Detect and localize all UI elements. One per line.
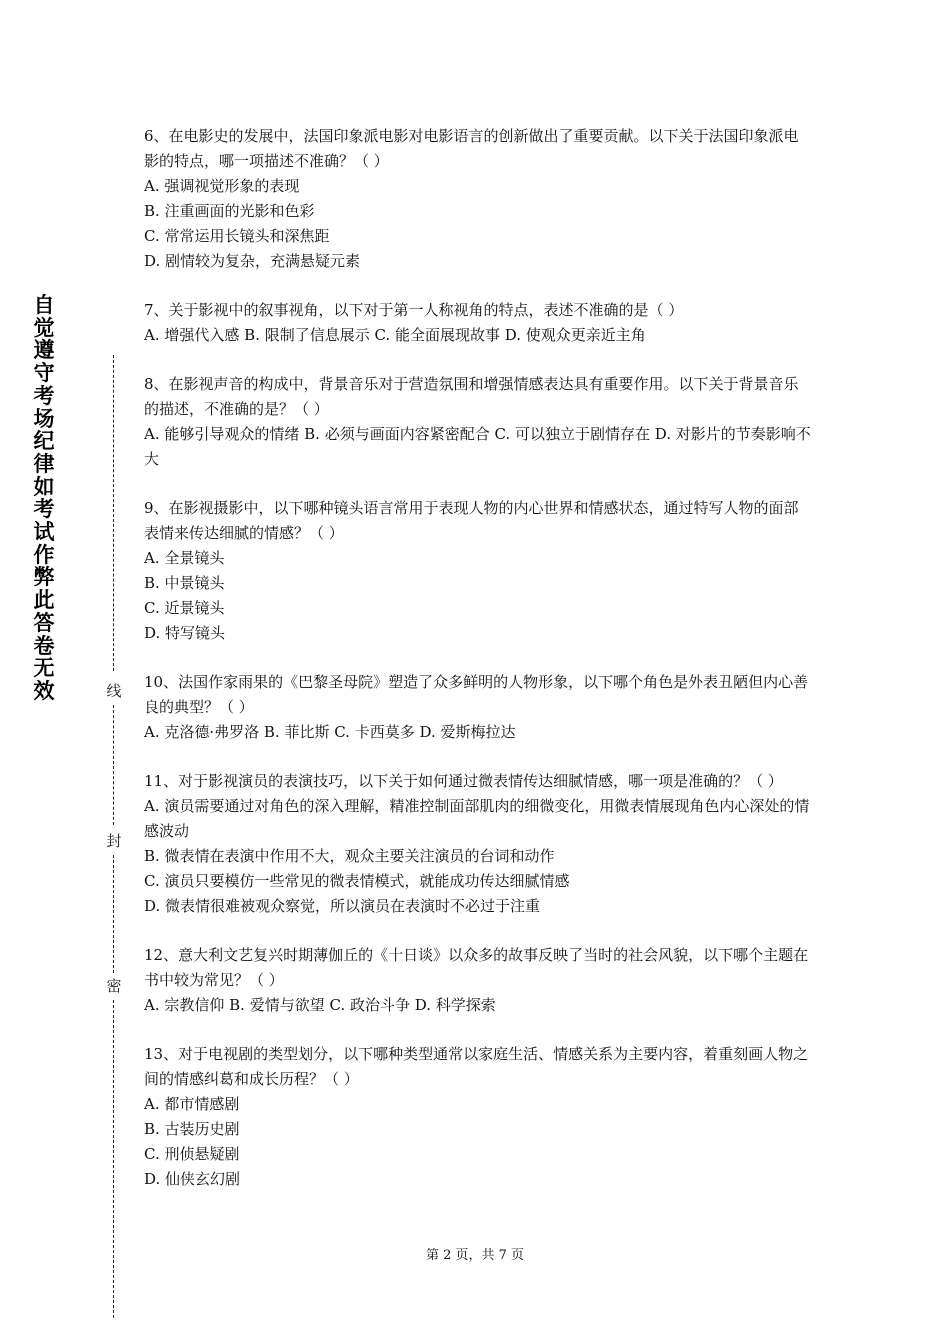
seal-label-seal: 封 (106, 832, 122, 850)
question-option: C. 演员只要模仿一些常见的微表情模式，就能成功传达细腻情感 (144, 872, 570, 890)
question-option: A. 都市情感剧 (144, 1095, 240, 1113)
question-stem: 7、关于影视中的叙事视角，以下对于第一人称视角的特点，表述不准确的是（ ） (144, 301, 684, 319)
question-option: A. 演员需要通过对角色的深入理解，精准控制面部肌肉的细微变化，用微表情展现角色内心深处的情感波动 (144, 797, 810, 840)
question (144, 943, 812, 1018)
question-option: B. 微表情在表演中作用不大，观众主要关注演员的台词和动作 (144, 847, 555, 865)
question-option: B. 古装历史剧 (144, 1120, 240, 1138)
question (144, 124, 812, 274)
question-stem: 12、意大利文艺复兴时期薄伽丘的《十日谈》以众多的故事反映了当时的社会风貌，以下哪个主题在书中较为常见？（ ） (144, 946, 809, 989)
question-option: A. 增强代入感 B. 限制了信息展示 C. 能全面展现故事 D. 使观众更亲近主角 (144, 326, 646, 344)
seal-dashed-line (113, 705, 114, 825)
seal-label-secret: 密 (106, 977, 122, 995)
question (144, 372, 812, 472)
question-option: A. 强调视觉形象的表现 (144, 177, 300, 195)
question-option: B. 中景镜头 (144, 574, 225, 592)
question-option: C. 常常运用长镜头和深焦距 (144, 227, 330, 245)
question (144, 496, 812, 646)
question-stem: 10、法国作家雨果的《巴黎圣母院》塑造了众多鲜明的人物形象，以下哪个角色是外表丑陋但内心善良的典型？（ ） (144, 673, 809, 716)
question (144, 1042, 812, 1192)
question-option: A. 宗教信仰 B. 爱情与欲望 C. 政治斗争 D. 科学探索 (144, 996, 496, 1014)
question-option: D. 仙侠玄幻剧 (144, 1170, 241, 1188)
question-option: C. 刑侦悬疑剧 (144, 1145, 240, 1163)
page-footer: 第 2 页，共 7 页 (425, 1248, 525, 1263)
question (144, 670, 812, 745)
question-option: A. 全景镜头 (144, 549, 225, 567)
question-option: A. 能够引导观众的情绪 B. 必须与画面内容紧密配合 C. 可以独立于剧情存在 D. 对影片的节奏影响不大 (144, 425, 811, 468)
question-option: A. 克洛德·弗罗洛 B. 菲比斯 C. 卡西莫多 D. 爱斯梅拉达 (144, 723, 516, 741)
question (144, 769, 812, 919)
seal-dashed-line (113, 855, 114, 973)
question (144, 298, 812, 348)
question-stem: 8、在影视声音的构成中，背景音乐对于营造氛围和增强情感表达具有重要作用。以下关于背景音乐的描述，不准确的是？（ ） (144, 375, 799, 418)
question-stem: 13、对于电视剧的类型划分，以下哪种类型通常以家庭生活、情感关系为主要内容，着重刻画人物之间的情感纠葛和成长历程？（ ） (144, 1045, 809, 1088)
question-option: C. 近景镜头 (144, 599, 225, 617)
question-stem: 6、在电影史的发展中，法国印象派电影对电影语言的创新做出了重要贡献。以下关于法国印象派电影的特点，哪一项描述不准确？（ ） (144, 127, 799, 170)
seal-dashed-line (113, 355, 114, 671)
seal-label-line: 线 (106, 682, 122, 700)
question-option: D. 特写镜头 (144, 624, 226, 642)
question-stem: 9、在影视摄影中，以下哪种镜头语言常用于表现人物的内心世界和情感状态，通过特写人物的面部表情来传达细腻的情感？（ ） (144, 499, 799, 542)
question-option: D. 微表情很难被观众察觉，所以演员在表演时不必过于注重 (144, 897, 541, 915)
binding-warning: 自觉遵守考场纪律如考试作弊此答卷无效 (33, 293, 55, 703)
question-option: D. 剧情较为复杂，充满悬疑元素 (144, 252, 361, 270)
question-stem: 11、对于影视演员的表演技巧，以下关于如何通过微表情传达细腻情感，哪一项是准确的？（ ） (144, 772, 783, 790)
question-option: B. 注重画面的光影和色彩 (144, 202, 315, 220)
question-list (144, 124, 812, 1216)
seal-dashed-line (113, 1000, 114, 1318)
